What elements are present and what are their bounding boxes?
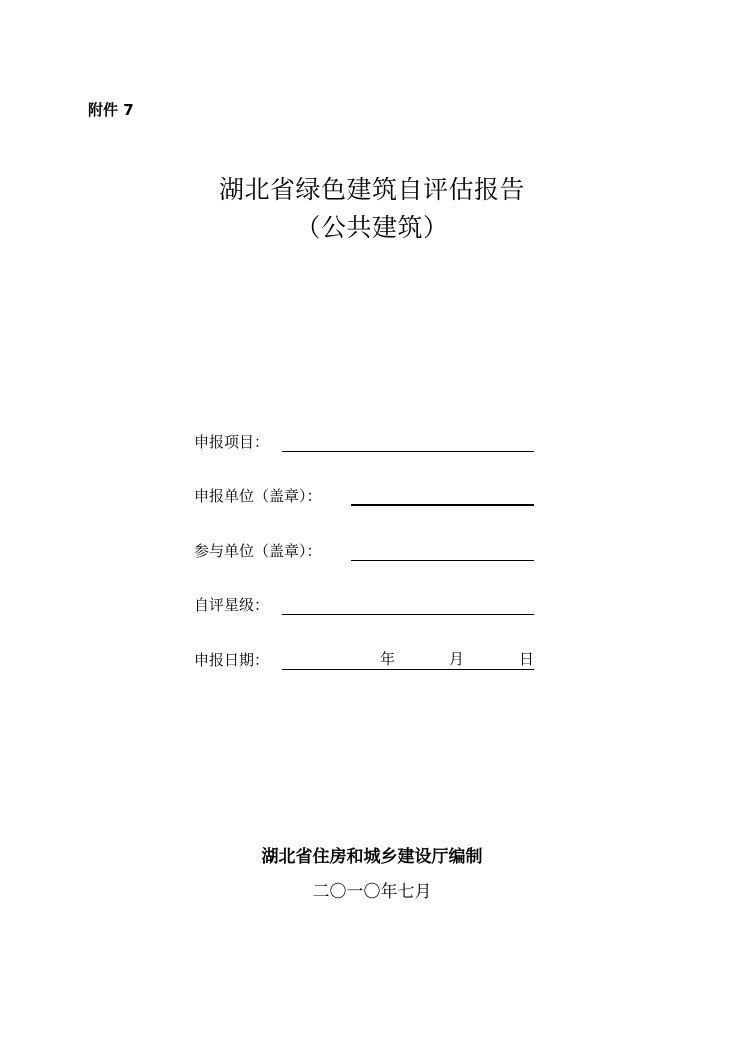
report-title: 湖北省绿色建筑自评估报告 [218, 175, 525, 204]
date-year-label: 年 [380, 650, 396, 668]
field-applicant-label: 申报单位（盖章）： [194, 487, 322, 505]
field-star-rating-input[interactable] [282, 594, 534, 615]
issue-date: 二〇一〇年七月 [312, 882, 432, 902]
field-project [194, 430, 269, 452]
field-project-label: 申报项目： [194, 433, 270, 451]
field-participant-label: 参与单位（盖章）： [194, 542, 322, 560]
date-day-label: 日 [519, 650, 535, 668]
field-participant [194, 539, 322, 561]
field-date-input[interactable] [282, 649, 534, 670]
field-applicant [194, 484, 322, 506]
field-applicant-input[interactable] [351, 484, 534, 506]
field-date-label: 申报日期： [194, 651, 270, 669]
field-project-input[interactable] [282, 431, 534, 452]
field-date [194, 648, 535, 670]
field-star-rating [194, 593, 269, 615]
field-participant-input[interactable] [351, 540, 534, 561]
report-subtitle: （公共建筑） [295, 213, 449, 242]
date-month-label: 月 [449, 650, 465, 668]
field-star-rating-label: 自评星级： [194, 596, 270, 614]
annex-label: 附件 7 [88, 101, 134, 119]
issuer: 湖北省住房和城乡建设厅编制 [261, 847, 483, 867]
